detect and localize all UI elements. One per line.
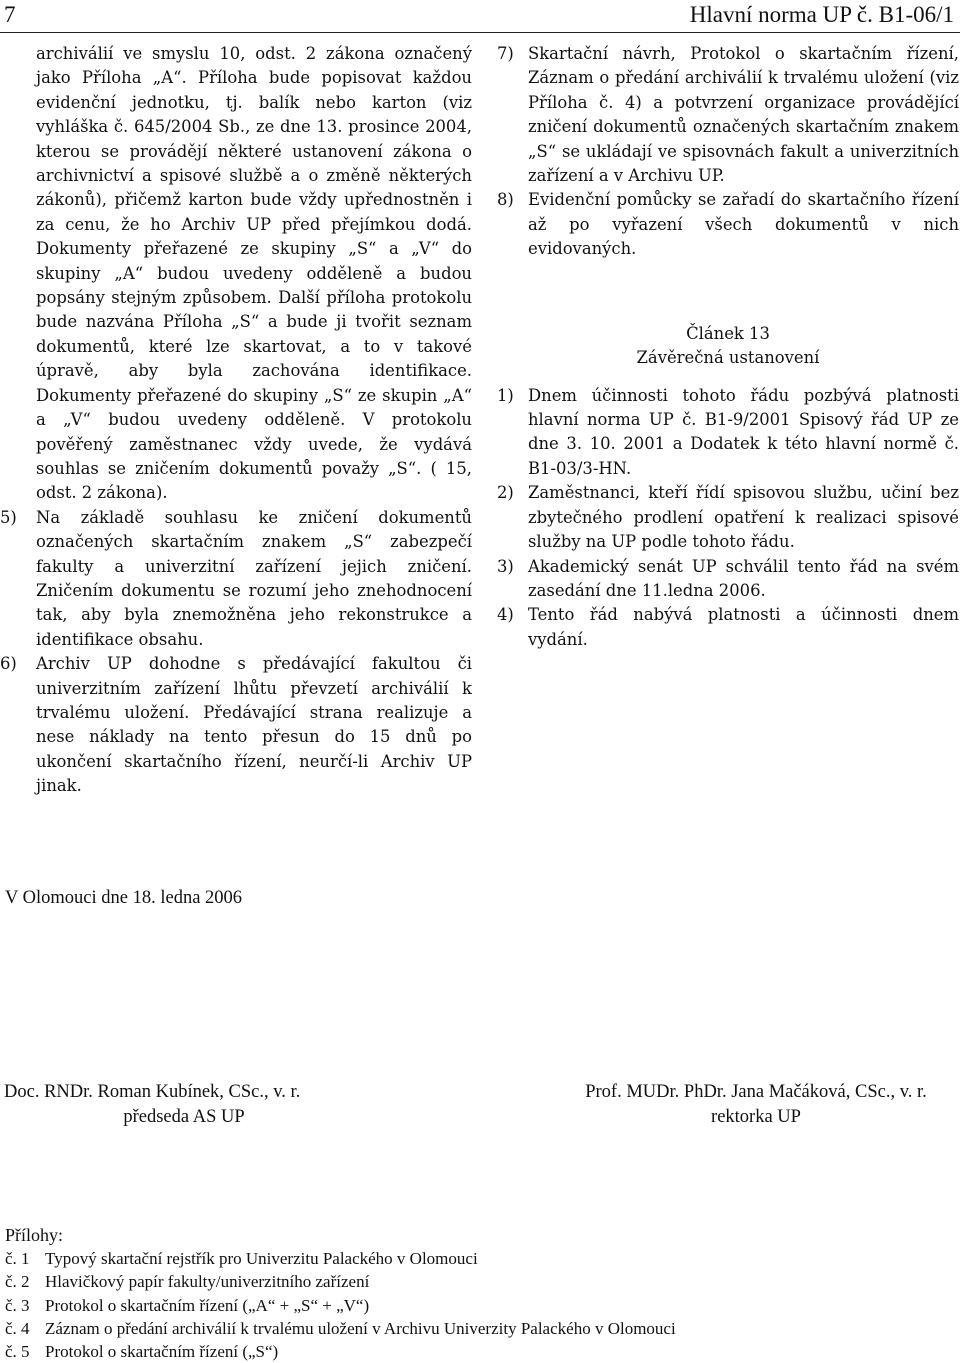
list-item — [497, 42, 959, 188]
item-text: Skartační návrh, Protokol o skartačním řízení, Záznam o předání archiválií k trvalému uložení (viz Příloha č. 4) a potvrzení organizace provádějící zničení dokumentů označených skartačním znakem „S“ se ukládají ve spisovnách fakult a univerzitních zařízení a v Archivu UP. — [528, 44, 959, 186]
signatory-role: rektorka UP — [711, 1107, 801, 1127]
signature-left — [4, 1080, 364, 1130]
item-text: Tento řád nabývá platnosti a účinnosti dnem vydání. — [528, 605, 959, 649]
item-number: 2) — [497, 483, 514, 503]
item-number: 1) — [497, 385, 514, 405]
list-item — [0, 506, 472, 652]
list-item — [497, 603, 959, 652]
signature-right — [556, 1080, 956, 1130]
attachments-list — [5, 1224, 676, 1363]
attachment-text: Typový skartační rejstřík pro Univerzitu Palackého v Olomouci — [45, 1249, 478, 1269]
norm-title: Hlavní norma UP č. B1-06/1 — [689, 2, 954, 27]
attachment-item — [5, 1294, 676, 1317]
article-title: Článek 13 — [686, 323, 770, 343]
attachment-item — [5, 1247, 676, 1270]
right-column — [497, 42, 959, 652]
list-item — [497, 481, 959, 554]
list-item — [497, 188, 959, 261]
attachment-label: č. 3 — [5, 1295, 30, 1315]
list-item — [0, 652, 472, 798]
page-header — [0, 0, 960, 33]
item-text: Na základě souhlasu ke zničení dokumentů označených skartačním znakem „S“ zabezpečí fakulty a univerzitní zařízení jejich zničení. Zničením dokumentu se rozumí jeho znehodnocení tak, aby byla znemožněna jeho rekonstrukce a identifikace obsahu. — [36, 507, 472, 649]
list-item — [497, 555, 959, 604]
attachment-label: č. 2 — [5, 1272, 30, 1292]
attachment-text: Záznam o předání archiválií k trvalému uložení v Archivu Univerzity Palackého v Olomouci — [45, 1318, 676, 1338]
attachment-text: Protokol o skartačním řízení („S“) — [45, 1342, 279, 1362]
item-text: Archiv UP dohodne s předávající fakultou či univerzitním zařízení lhůtu převzetí archiválií k trvalému uložení. Předávající strana realizuje a nese náklady na tento přesun do 15 dnů po ukončení skartačního řízení, neurčí-li Archiv UP jinak. — [36, 654, 472, 796]
signatory-role: předseda AS UP — [123, 1107, 245, 1127]
attachment-label: č. 4 — [5, 1318, 30, 1338]
item-text: Evidenční pomůcky se zařadí do skartačního řízení až po vyřazení všech dokumentů v nich evidovaných. — [528, 190, 959, 259]
item-text: Akademický senát UP schválil tento řád na svém zasedání dne 11.ledna 2006. — [528, 556, 959, 600]
attachment-item — [5, 1270, 676, 1293]
attachment-label: č. 1 — [5, 1249, 30, 1269]
signatory-name: Doc. RNDr. Roman Kubínek, CSc., v. r. — [4, 1082, 301, 1102]
place-and-date: V Olomouci dne 18. ledna 2006 — [5, 888, 243, 908]
item-text: Dnem účinnosti tohoto řádu pozbývá platnosti hlavní norma UP č. B1-9/2001 Spisový řád UP ze dne 3. 10. 2001 a Dodatek k této hlavní normě č. B1-03/3-HN. — [528, 385, 959, 478]
attachment-text: Protokol o skartačním řízení („A“ + „S“ + „V“) — [45, 1295, 370, 1315]
item-text: Zaměstnanci, kteří řídí spisovou službu, učiní bez zbytečného prodlení opatření k realizaci spisové služby na UP podle tohoto řádu. — [528, 483, 959, 552]
article-heading — [497, 322, 959, 370]
continuation-paragraph: archiválií ve smyslu 10, odst. 2 zákona označený jako Příloha „A“. Příloha bude popisovat každou evidenční jednotku, tj. balík nebo karton (viz vyhláška č. 645/2004 Sb., ze dne 13. prosince 2004, kterou se provádějí některé ustanovení zákona o archivnictví a spisové službě a o změně některých zákonů), přičemž karton bude vždy upřednostněn i za cenu, že ho Archiv UP před přejímkou dodá. Dokumenty přeřazené ze skupiny „S“ a „V“ do skupiny „A“ budou uvedeny odděleně a budou popsány stejným způsobem. Další příloha protokolu bude nazvána Příloha „S“ a bude ji tvořit seznam dokumentů, které lze skartovat, a to v takové úpravě, aby byla zachována identifikace. Dokumenty přeřazené do skupiny „S“ ze skupin „A“ a „V“ budou uvedeny odděleně. V protokolu pověřený zaměstnanec vždy uvede, že vydává souhlas se zničením dokumentů považy „S“. ( 15, odst. 2 zákona). — [36, 44, 472, 503]
signatory-name: Prof. MUDr. PhDr. Jana Mačáková, CSc., v. r. — [585, 1082, 927, 1102]
list-item — [497, 384, 959, 482]
item-number: 5) — [0, 507, 17, 527]
article-subtitle: Závěrečná ustanovení — [636, 347, 820, 367]
item-number: 7) — [497, 44, 514, 63]
attachment-text: Hlavičkový papír fakulty/univerzitního zařízení — [45, 1272, 370, 1292]
attachment-item — [5, 1317, 676, 1340]
page-number: 7 — [4, 2, 16, 27]
item-number: 6) — [0, 654, 17, 674]
item-number: 4) — [497, 605, 514, 625]
left-column — [0, 42, 472, 799]
attachments-title: Přílohy: — [5, 1225, 64, 1245]
item-number: 3) — [497, 556, 514, 576]
attachment-label: č. 5 — [5, 1342, 30, 1362]
item-number: 8) — [497, 190, 514, 210]
